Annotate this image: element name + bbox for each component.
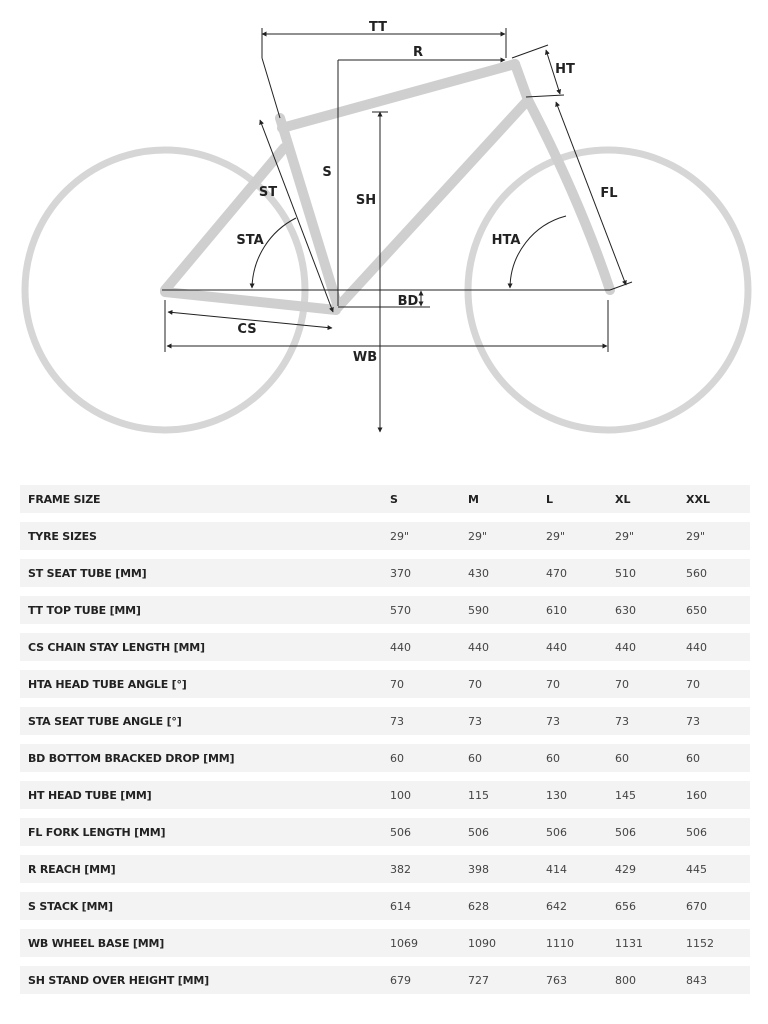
cell-value: 60 (686, 744, 750, 772)
cell-value: 29" (615, 522, 686, 550)
table-row (20, 522, 750, 550)
cell-value: 414 (546, 855, 615, 883)
cell-value: 60 (546, 744, 615, 772)
cell-value: 382 (390, 855, 468, 883)
size-m: M (468, 485, 546, 513)
cell-value: 1090 (468, 929, 546, 957)
cell-value: 506 (390, 818, 468, 846)
cell-value: 642 (546, 892, 615, 920)
cell-value: 440 (615, 633, 686, 661)
cell-value: 610 (546, 596, 615, 624)
cell-value: 614 (390, 892, 468, 920)
row-label: BD BOTTOM BRACKED DROP [MM] (20, 744, 390, 772)
label-s: S (322, 165, 332, 180)
cell-value: 145 (615, 781, 686, 809)
cell-value: 510 (615, 559, 686, 587)
cell-value: 1110 (546, 929, 615, 957)
cell-value: 70 (468, 670, 546, 698)
row-label: CS CHAIN STAY LENGTH [MM] (20, 633, 390, 661)
cell-value: 470 (546, 559, 615, 587)
label-hta: HTA (491, 233, 521, 248)
cell-value: 73 (615, 707, 686, 735)
cell-value: 843 (686, 966, 750, 994)
cell-value: 440 (390, 633, 468, 661)
cell-value: 445 (686, 855, 750, 883)
row-label: ST SEAT TUBE [MM] (20, 559, 390, 587)
row-label: R REACH [MM] (20, 855, 390, 883)
cell-value: 100 (390, 781, 468, 809)
cell-value: 430 (468, 559, 546, 587)
row-label: FL FORK LENGTH [MM] (20, 818, 390, 846)
cell-value: 440 (468, 633, 546, 661)
cell-value: 160 (686, 781, 750, 809)
cell-value: 506 (615, 818, 686, 846)
label-r: R (412, 45, 424, 60)
row-label: TYRE SIZES (20, 522, 390, 550)
size-xxl: XXL (686, 485, 750, 513)
cell-value: 727 (468, 966, 546, 994)
row-label: HTA HEAD TUBE ANGLE [°] (20, 670, 390, 698)
table-row (20, 707, 750, 735)
cell-value: 679 (390, 966, 468, 994)
cell-value: 70 (686, 670, 750, 698)
row-label: HT HEAD TUBE [MM] (20, 781, 390, 809)
cell-value: 670 (686, 892, 750, 920)
cell-value: 570 (390, 596, 468, 624)
table-row (20, 855, 750, 883)
row-label: WB WHEEL BASE [MM] (20, 929, 390, 957)
cell-value: 370 (390, 559, 468, 587)
cell-value: 506 (686, 818, 750, 846)
table-header-row (20, 485, 750, 513)
geometry-table (20, 476, 750, 1003)
cell-value: 70 (546, 670, 615, 698)
size-l: L (546, 485, 615, 513)
label-wb: WB (352, 350, 378, 365)
label-fl: FL (600, 186, 618, 201)
table-row (20, 744, 750, 772)
table-row (20, 966, 750, 994)
cell-value: 1152 (686, 929, 750, 957)
label-sta: STA (236, 233, 264, 248)
cell-value: 763 (546, 966, 615, 994)
table-row (20, 670, 750, 698)
cell-value: 1069 (390, 929, 468, 957)
label-ht: HT (555, 62, 575, 77)
cell-value: 115 (468, 781, 546, 809)
cell-value: 440 (686, 633, 750, 661)
cell-value: 29" (468, 522, 546, 550)
row-label: S STACK [MM] (20, 892, 390, 920)
cell-value: 29" (686, 522, 750, 550)
header-label: FRAME SIZE (20, 485, 390, 513)
label-cs: CS (237, 322, 257, 337)
table-row (20, 892, 750, 920)
label-bd: BD (397, 294, 419, 309)
cell-value: 130 (546, 781, 615, 809)
cell-value: 1131 (615, 929, 686, 957)
cell-value: 506 (546, 818, 615, 846)
row-label: STA SEAT TUBE ANGLE [°] (20, 707, 390, 735)
table-row (20, 818, 750, 846)
cell-value: 60 (468, 744, 546, 772)
cell-value: 73 (686, 707, 750, 735)
cell-value: 70 (390, 670, 468, 698)
table-row (20, 929, 750, 957)
size-xl: XL (615, 485, 686, 513)
table-row (20, 633, 750, 661)
cell-value: 60 (390, 744, 468, 772)
cell-value: 628 (468, 892, 546, 920)
cell-value: 29" (546, 522, 615, 550)
size-s: S (390, 485, 468, 513)
table-row (20, 559, 750, 587)
cell-value: 506 (468, 818, 546, 846)
cell-value: 398 (468, 855, 546, 883)
cell-value: 60 (615, 744, 686, 772)
cell-value: 29" (390, 522, 468, 550)
table-row (20, 596, 750, 624)
cell-value: 590 (468, 596, 546, 624)
cell-value: 560 (686, 559, 750, 587)
cell-value: 70 (615, 670, 686, 698)
cell-value: 656 (615, 892, 686, 920)
cell-value: 800 (615, 966, 686, 994)
geometry-diagram (0, 0, 768, 450)
cell-value: 73 (468, 707, 546, 735)
cell-value: 429 (615, 855, 686, 883)
cell-value: 440 (546, 633, 615, 661)
cell-value: 73 (546, 707, 615, 735)
cell-value: 73 (390, 707, 468, 735)
bike-frame (165, 64, 610, 310)
row-label: TT TOP TUBE [MM] (20, 596, 390, 624)
label-tt: TT (368, 20, 388, 35)
cell-value: 650 (686, 596, 750, 624)
cell-value: 630 (615, 596, 686, 624)
table-row (20, 781, 750, 809)
row-label: SH STAND OVER HEIGHT [MM] (20, 966, 390, 994)
label-sh: SH (355, 193, 377, 208)
label-st: ST (258, 185, 278, 200)
